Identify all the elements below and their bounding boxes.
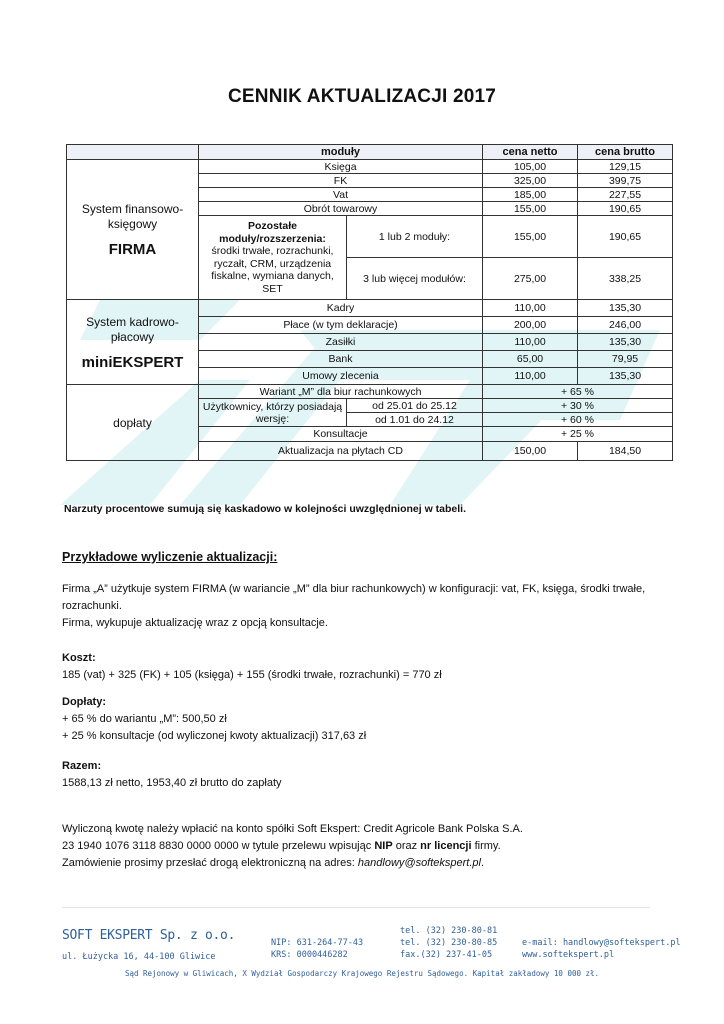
module-name: Vat — [199, 188, 483, 202]
footer-email[interactable]: e-mail: handlowy@softekspert.pl — [522, 938, 681, 948]
module-name: Zasiłki — [199, 334, 483, 351]
payment-line — [62, 838, 667, 855]
conjunction-text: oraz — [392, 840, 421, 852]
module-name: FK — [199, 174, 483, 188]
footer-www[interactable]: www.softekspert.pl — [522, 950, 615, 960]
company-text: firmy. — [471, 840, 501, 852]
example-intro-line: Firma, wykupuje aktualizację wraz z opcją konsultacje. — [62, 617, 328, 629]
variant-name: Wariant „M” dla biur rachunkowych — [199, 385, 483, 399]
example-intro-line: Firma „A” użytkuje system FIRMA (w wariancie „M” dla biur rachunkowych) w konfiguracji: vat, FK, księga, środki trwałe, — [62, 583, 646, 595]
module-gross: 227,55 — [578, 188, 673, 202]
surcharge-block — [62, 694, 667, 745]
extras-cell — [199, 216, 347, 300]
module-net: 105,00 — [483, 160, 578, 174]
footer-tel1: tel. (32) 230-80-81 — [400, 926, 498, 936]
order-text: Zamówienie prosimy przesłać drogą elektroniczną na adres: — [62, 857, 358, 869]
table-row — [67, 160, 673, 174]
page-title: CENNIK AKTUALIZACJI 2017 — [227, 86, 497, 107]
header-empty-cell — [67, 145, 199, 160]
module-gross: 135,30 — [578, 334, 673, 351]
consult-value: + 25 % — [483, 427, 673, 442]
extras-net: 155,00 — [483, 216, 578, 258]
payment-line — [62, 855, 667, 872]
footer-address: ul. Łużycka 16, 44-100 Gliwice — [62, 952, 216, 962]
nip-emphasis: NIP — [374, 840, 393, 852]
example-heading: Przykładowe wyliczenie aktualizacji: — [62, 550, 278, 564]
order-email[interactable]: handlowy@softekspert.pl — [357, 857, 481, 869]
variant-value: + 65 % — [483, 385, 673, 399]
system-mini-label: System kadrowo-płacowy — [86, 314, 179, 344]
example-intro — [62, 581, 667, 632]
footer-nip: NIP: 631-264-77-43 — [271, 938, 364, 948]
module-name: Płace (w tym deklaracje) — [199, 317, 483, 334]
payment-line: Wyliczoną kwotę należy wpłacić na konto spółki Soft Ekspert: Credit Agricole Bank Polska S.A. — [62, 823, 523, 835]
module-name: Księga — [199, 160, 483, 174]
cascade-note: Narzuty procentowe sumują się kaskadowo w kolejności uwzględnionej w tabeli. — [64, 503, 467, 515]
consult-name: Konsultacje — [199, 427, 483, 442]
footer-phones — [400, 925, 497, 961]
module-gross: 79,95 — [578, 351, 673, 368]
cd-name: Aktualizacja na płytach CD — [199, 442, 483, 461]
total-block — [62, 758, 667, 792]
surcharge-line: + 25 % konsultacje (od wyliczonej kwoty aktualizacji) 317,63 zł — [62, 730, 367, 742]
module-net: 110,00 — [483, 368, 578, 385]
cd-net: 150,00 — [483, 442, 578, 461]
surcharges-label: dopłaty — [67, 385, 199, 461]
surcharge-line: + 65 % do wariantu „M”: 500,50 zł — [62, 713, 227, 725]
module-gross: 129,15 — [578, 160, 673, 174]
total-label: Razem: — [62, 760, 102, 772]
module-net: 110,00 — [483, 300, 578, 317]
account-text: 23 1940 1076 3118 8830 0000 0000 w tytule przelewu wpisując — [62, 840, 375, 852]
owners-range: od 1.01 do 24.12 — [347, 413, 483, 427]
extras-net: 275,00 — [483, 258, 578, 300]
module-gross: 135,30 — [578, 300, 673, 317]
footer-fax: fax.(32) 237-41-05 — [400, 950, 493, 960]
header-net: cena netto — [483, 145, 578, 160]
table-row — [67, 385, 673, 399]
module-gross: 190,65 — [578, 202, 673, 216]
footer-divider — [62, 907, 650, 908]
system-mini-cell — [67, 300, 199, 385]
table-row — [67, 300, 673, 317]
extras-option: 1 lub 2 moduły: — [347, 216, 483, 258]
module-net: 185,00 — [483, 188, 578, 202]
footer-krs: KRS: 0000446282 — [271, 950, 348, 960]
extras-gross: 190,65 — [578, 216, 673, 258]
footer-company: SOFT EKSPERT Sp. z o.o. — [62, 928, 236, 943]
extras-list: środki trwałe, rozrachunki, ryczałt, CRM, urządzenia fiskalne, wymiana danych, SET — [211, 245, 334, 295]
module-gross: 399,75 — [578, 174, 673, 188]
extras-title: Pozostałe moduły/rozszerzenia: — [219, 220, 326, 245]
extras-gross: 338,25 — [578, 258, 673, 300]
footer-court: Sąd Rejonowy w Gliwicach, X Wydział Gospodarczy Krajowego Rejestru Sądowego. Kapitał zakładowy 10 000 zł. — [124, 969, 600, 978]
payment-block — [62, 821, 667, 872]
table-header-row — [67, 145, 673, 160]
cost-block — [62, 650, 667, 684]
surcharge-label: Dopłaty: — [62, 696, 106, 708]
owners-label: Użytkownicy, którzy posiadają wersję: — [199, 399, 347, 427]
cost-line: 185 (vat) + 325 (FK) + 105 (księga) + 155 (środki trwałe, rozrachunki) = 770 zł — [62, 669, 442, 681]
module-net: 155,00 — [483, 202, 578, 216]
footer-registry — [271, 937, 363, 961]
system-mini-name: miniEKSPERT — [81, 353, 184, 371]
price-table — [66, 144, 673, 461]
owners-range: od 25.01 do 25.12 — [347, 399, 483, 413]
module-net: 325,00 — [483, 174, 578, 188]
module-net: 110,00 — [483, 334, 578, 351]
module-name: Kadry — [199, 300, 483, 317]
module-name: Obrót towarowy — [199, 202, 483, 216]
system-firma-label: System finansowo-księgowy — [81, 202, 184, 231]
license-emphasis: nr licencji — [420, 840, 472, 852]
footer-contact — [522, 937, 681, 961]
footer-tel2: tel. (32) 230-80-85 — [400, 938, 498, 948]
system-firma-cell — [67, 160, 199, 300]
cost-label: Koszt: — [62, 652, 96, 664]
module-net: 200,00 — [483, 317, 578, 334]
module-name: Umowy zlecenia — [199, 368, 483, 385]
header-gross: cena brutto — [578, 145, 673, 160]
example-intro-line: rozrachunki. — [62, 600, 122, 612]
header-modules: moduły — [199, 145, 483, 160]
module-name: Bank — [199, 351, 483, 368]
owners-value: + 60 % — [483, 413, 673, 427]
extras-option: 3 lub więcej modułów: — [347, 258, 483, 300]
module-net: 65,00 — [483, 351, 578, 368]
module-gross: 246,00 — [578, 317, 673, 334]
order-period: . — [480, 857, 485, 869]
cd-gross: 184,50 — [578, 442, 673, 461]
system-firma-name: FIRMA — [108, 241, 157, 258]
total-line: 1588,13 zł netto, 1953,40 zł brutto do zapłaty — [62, 777, 282, 789]
owners-value: + 30 % — [483, 399, 673, 413]
module-gross: 135,30 — [578, 368, 673, 385]
